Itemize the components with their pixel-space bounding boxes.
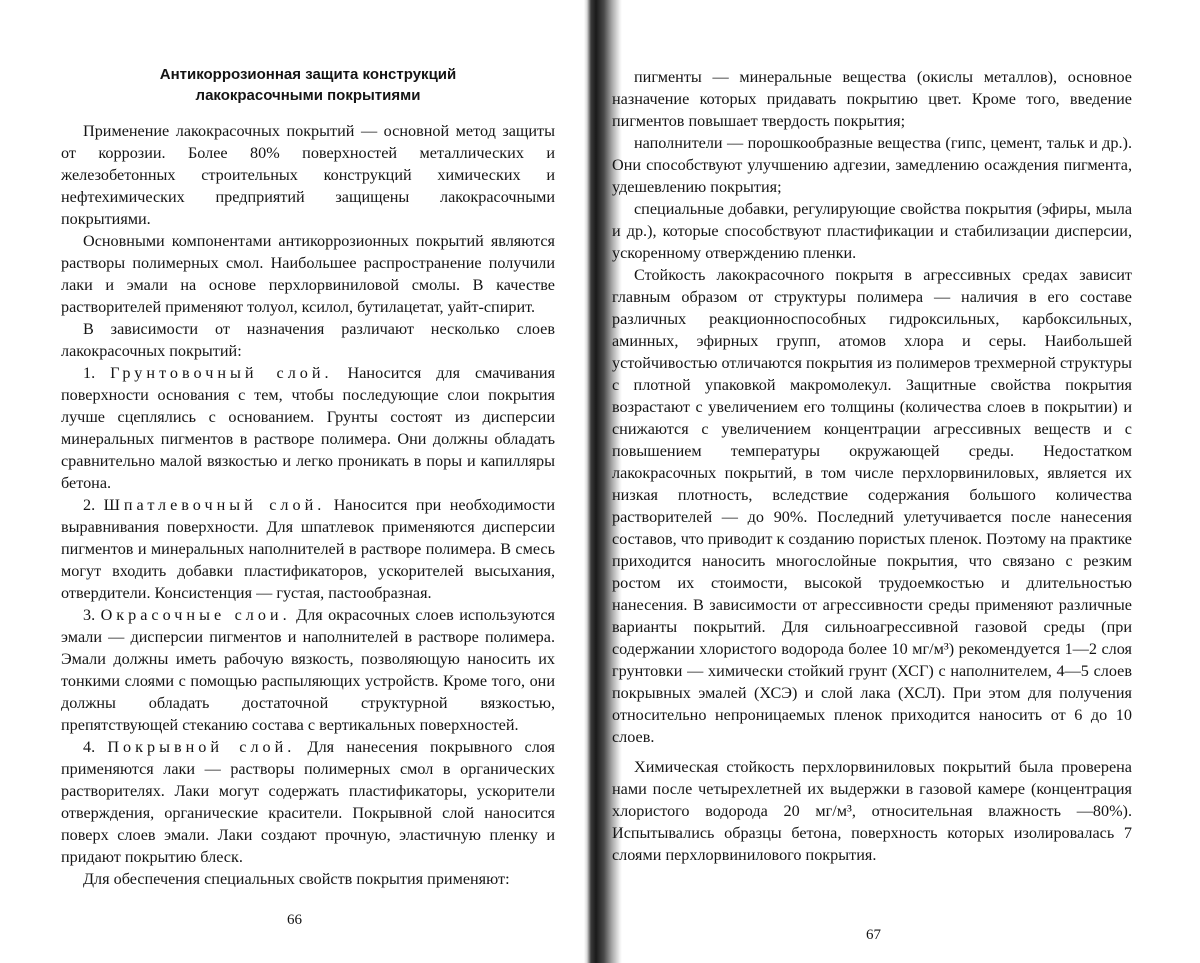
item-text: Для окрасочных слоев используются эмали — дисперсии пигментов и наполнителей в растворе полимера. Эмали должны иметь рабочую вязкость, позволяющую наносить их тонкими слоями с помощью распыляющих устройств. Кроме того, они должны обладать достаточной структурной вязкостью, препятствующей стеканию состава с вертикальных поверхностей. xyxy=(61,606,555,734)
paragraph-components: Основными компонентами антикоррозионных покрытий являются растворы полимерных смол. Наибольшее распространение получили лаки и эмали на основе перхлорвиниловой смолы. В качестве растворителей применяют толуол, ксилол, бутилацетат, уайт-спирит. xyxy=(61,232,555,316)
list-item-topcoat xyxy=(61,736,555,868)
left-page xyxy=(0,0,586,963)
item-number: 4. xyxy=(83,738,96,756)
paragraph-layers-intro: В зависимости от назначения различают несколько слоев лакокрасочных покрытий: xyxy=(61,320,555,360)
item-number: 3. xyxy=(83,606,96,624)
paragraph-pigments: пигменты — минеральные вещества (окислы металлов), основное назначение которых придавать покрытию цвет. Кроме того, введение пигментов повышает твердость покрытия; xyxy=(612,68,1132,130)
section-heading xyxy=(61,64,555,106)
heading-line-1: Антикоррозионная защита конструкций xyxy=(159,66,457,83)
heading-line-2: лакокрасочными покрытиями xyxy=(195,87,421,104)
left-page-body xyxy=(61,64,555,890)
item-term: Шпатлевочный слой. xyxy=(103,496,326,514)
paragraph-special: Для обеспечения специальных свойств покрытия применяют: xyxy=(83,870,510,888)
item-number: 2. xyxy=(83,496,96,514)
item-number: 1. xyxy=(83,364,96,382)
paragraph-chemical-resistance: Химическая стойкость перхлорвиниловых покрытий была проверена нами после четырехлетней их выдержки в газовой камере (концентрация хлористого водорода 20 мг/м³, относительная влажность —80%). Испытывались образцы бетона, поверхность которых изолировалась 7 слоями перхлорвинилового покрытия. xyxy=(612,758,1132,864)
list-item-primer xyxy=(61,362,555,494)
item-text: Наносится для смачивания поверхности основания с тем, чтобы последующие слои покрытия лучше сцеплялись с основанием. Грунты состоят из дисперсии минеральных пигментов в растворе полимера. Они должны обладать сравнительно малой вязкостью и легко проникать в поры и капилляры бетона. xyxy=(61,364,556,492)
paragraph-additives: специальные добавки, регулирующие свойства покрытия (эфиры, мыла и др.), которые способствуют пластификации и стабилизации дисперсии, ускоренному отверждению пленки. xyxy=(612,200,1132,262)
list-item-paint xyxy=(61,604,555,736)
item-term: Окрасочные слои. xyxy=(100,606,291,624)
paragraph-intro: Применение лакокрасочных покрытий — основной метод защиты от коррозии. Более 80% поверхностей металлических и железобетонных строительных конструкций химических и нефтехимических предприятий защищены лакокрасочными покрытиями. xyxy=(61,122,555,228)
item-term: Покрывной слой. xyxy=(107,738,296,756)
page-number: 67 xyxy=(866,927,881,943)
right-page-body xyxy=(612,66,1132,866)
page-number: 66 xyxy=(287,912,302,928)
item-text: Наносится при необходимости выравнивания поверхности. Для шпатлевок применяются дисперсии пигментов и минеральных наполнителей в растворе полимера. В смесь могут входить добавки пластификаторов, ускорителей высыхания, отвердители. Консистенция — густая, пастообразная. xyxy=(61,496,555,602)
item-text: Для нанесения покрывного слоя применяются лаки — растворы полимерных смол в органических растворителях. Лаки могут содержать пластификаторы, ускорители отверждения, органические красители. Покрывной слой наносится поверх слоев эмали. Лаки создают прочную, эластичную пленку и придают покрытию блеск. xyxy=(61,738,556,866)
list-item-putty xyxy=(61,494,555,604)
paragraph-fillers: наполнители — порошкообразные вещества (гипс, цемент, тальк и др.). Они способствуют улучшению адгезии, замедлению осаждения пигмента, удешевлению покрытия; xyxy=(612,134,1132,196)
item-term: Грунтовочный слой. xyxy=(110,364,333,382)
right-page xyxy=(586,0,1200,963)
paragraph-durability: Стойкость лакокрасочного покрытя в агрессивных средах зависит главным образом от структуры полимера — наличия в его составе различных реакционноспособных гидроксильных, карбоксильных, аминных, эфирных групп, атомов хлора и серы. Наибольшей устойчивостью отличаются покрытия из полимеров трехмерной структуры с плотной упаковкой макромолекул. Защитные свойства покрытия возрастают с увеличением его толщины (количества слоев в покрытии) и снижаются с увеличением концентрации агрессивных веществ и с повышением температуры окружающей среды. Недостатком лакокрасочных покрытий, в том числе перхлорвиниловых, является их низкая плотность, вследствие содержания большого количества растворителей — до 90%. Последний улетучивается после нанесения составов, что приводит к созданию пористых пленок. Поэтому на практике приходится наносить многослойные покрытия, что связано с резким ростом их стоимости, высокой трудоемкостью и длительностью нанесения. В зависимости от агрессивности среды применяют различные варианты покрытий. Для сильноагрессивной газовой среды (при содержании хлористого водорода более 10 мг/м³) рекомендуется 1—2 слоя грунтовки — химически стойкий грунт (ХСГ) с наполнителем, 4—5 слоев покрывных эмалей (ХСЭ) и слой лака (ХСЛ). При этом для получения относительно непроницаемых пленок приходится наносить от 6 до 10 слоев. xyxy=(612,266,1132,746)
